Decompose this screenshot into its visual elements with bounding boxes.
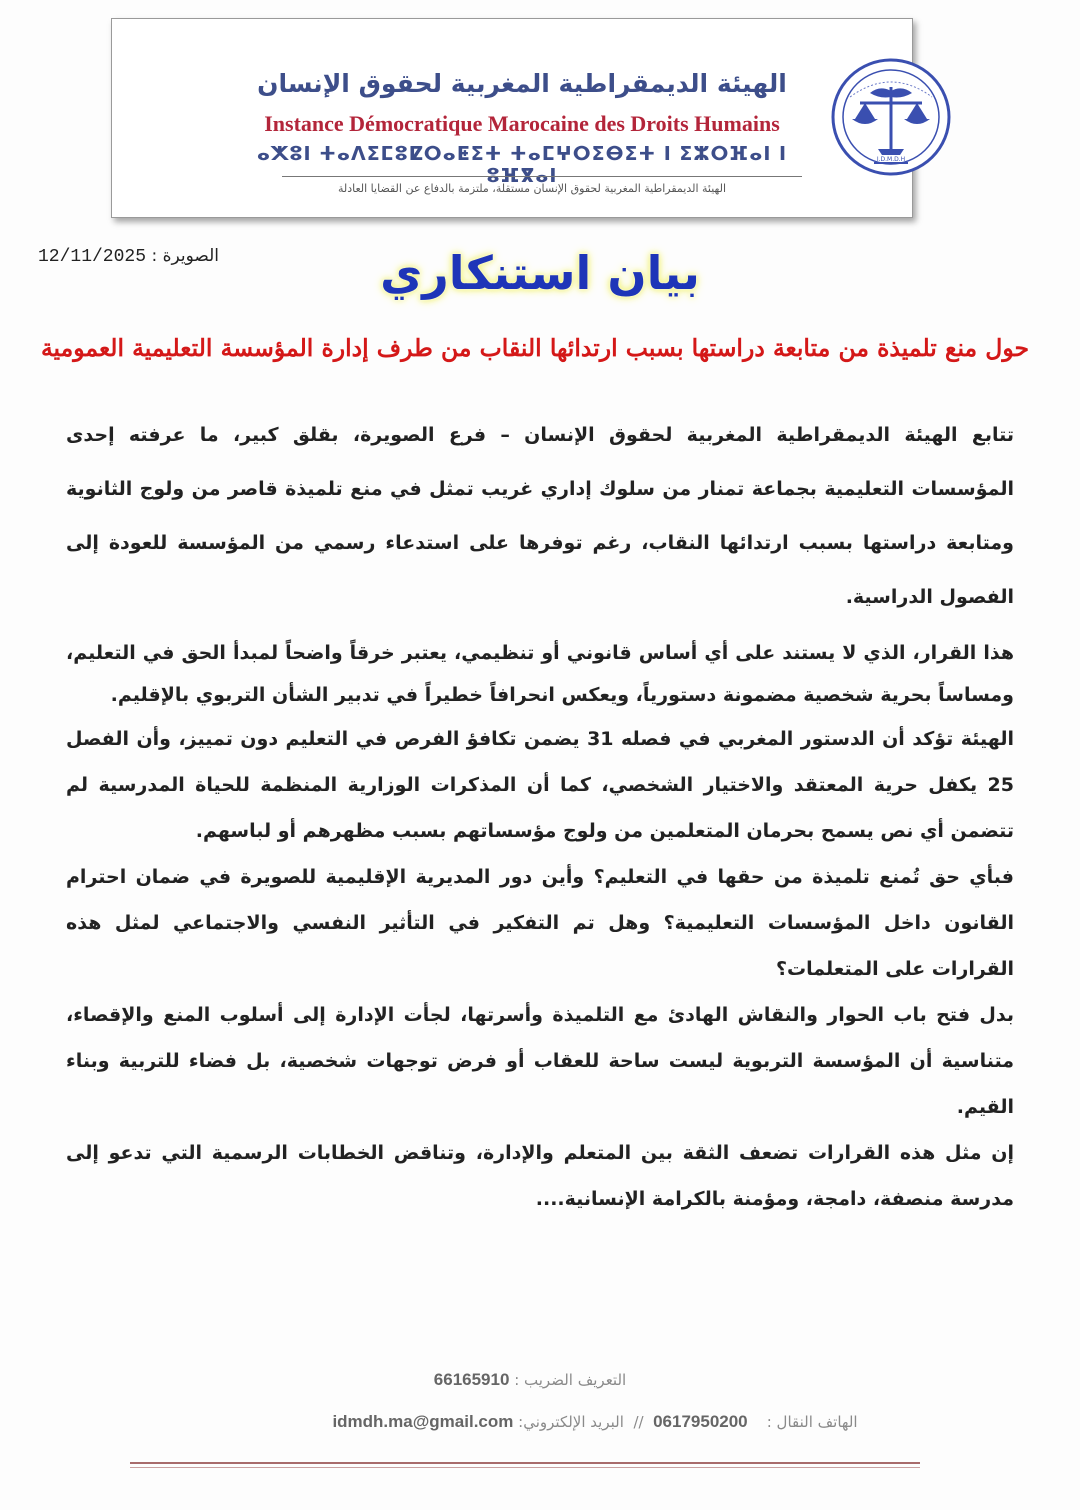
org-name-french: Instance Démocratique Marocaine des Droits Humains	[264, 111, 780, 136]
email-address: idmdh.ma@gmail.com	[332, 1412, 514, 1431]
email-label: البريد الإلكتروني:	[518, 1413, 624, 1431]
contact-line	[275, 1412, 915, 1432]
phone-label: الهاتف النقال :	[766, 1413, 858, 1431]
contact-separator: //	[633, 1413, 644, 1431]
footer-divider	[130, 1462, 920, 1464]
scales-of-justice-seal-icon	[830, 57, 952, 177]
org-name-tifinagh: ⴰⵅⵓⵏ ⵜⴰⴷⵉⵎⵓⵇⵔⴰⵟⵉⵜ ⵜⴰⵎⵖⵔⵉⴱⵉⵜ ⵏ ⵉⵣⵔⴼⴰⵏ ⵏ ⵓⴼⴳⴰⵏ	[256, 143, 788, 187]
phone-number: 0617950200	[653, 1412, 748, 1431]
paragraph-3: الهيئة تؤكد أن الدستور المغربي في فصله 31 يضمن تكافؤ الفرص في التعليم دون تمييز، وأن الفصل 25 يكفل حرية المعتقد والاختيار الشخصي، كما أن المذكرات الوزارية المنظمة للحياة المدرسية لم تتضمن أي نص يسمح بحرمان المتعلمين من ولوج مؤسساتهم بسبب مظهرهم أو لباسهم.	[66, 728, 1014, 842]
paragraph-5: بدل فتح باب الحوار والنقاش الهادئ مع التلميذة وأسرتها، لجأت الإدارة إلى أسلوب المنع والإقصاء، متناسية أن المؤسسة التربوية ليست ساحة للعقاب أو فرض توجهات شخصية، بل فضاء للتربية وبناء القيم.	[66, 1004, 1014, 1118]
fax-label: التعريف الضريب :	[514, 1371, 627, 1389]
fax-line	[400, 1370, 660, 1390]
org-tagline: الهيئة الديمقراطية المغربية لحقوق الإنسان مستقلة، ملتزمة بالدفاع عن القضايا العادلة	[337, 182, 727, 195]
letterhead	[111, 18, 913, 218]
city-label: الصويرة :	[151, 246, 220, 266]
svg-text:I.D.M.D.H: I.D.M.D.H	[876, 156, 906, 163]
document-subtitle: حول منع تلميذة من متابعة دراستها بسبب ارتدائها النقاب من طرف إدارة المؤسسة التعليمية العمومية	[40, 334, 1030, 362]
statement-body	[66, 408, 1014, 1222]
date-value: 12/11/2025	[38, 247, 147, 267]
org-name-arabic: الهيئة الديمقراطية المغربية لحقوق الإنسان	[257, 69, 787, 98]
paragraph-4: فبأي حق تُمنع تلميذة من حقها في التعليم؟ وأين دور المديرية الإقليمية للصويرة في ضمان احترام القانون داخل المؤسسات التعليمية؟ وهل تم التفكير في التأثير النفسي والاجتماعي لمثل هذه القرارات على المتعلمات؟	[66, 866, 1014, 980]
document-title: بيان استنكاري	[380, 246, 700, 300]
paragraph-2: هذا القرار، الذي لا يستند على أي أساس قانوني أو تنظيمي، يعتبر خرقاً واضحاً لمبدأ الحق في التعليم، ومساساً بحرية شخصية مضمونة دستورياً، ويعكس انحرافاً خطيراً في تدبير الشأن التربوي بالإقليم.	[66, 642, 1014, 706]
fax-number: 66165910	[433, 1370, 510, 1389]
paragraph-6: إن مثل هذه القرارات تضعف الثقة بين المتعلم والإدارة، وتناقض الخطابات الرسمية التي تدعو إلى مدرسة منصفة، دامجة، ومؤمنة بالكرامة الإنسانية....	[66, 1142, 1014, 1210]
tagline-divider	[282, 176, 802, 177]
paragraph-1: تتابع الهيئة الديمقراطية المغربية لحقوق الإنسان – فرع الصويرة، بقلق كبير، ما عرفته إحدى المؤسسات التعليمية بجماعة تمنار من سلوك إداري غريب تمثل في منع تلميذة قاصر من ولوج الثانوية ومتابعة دراستها بسبب ارتدائها النقاب، رغم توفرها على استدعاء رسمي من المؤسسة للعودة إلى الفصول الدراسية.	[66, 424, 1014, 608]
document-date	[38, 246, 238, 267]
footer-divider-secondary	[130, 1467, 920, 1468]
